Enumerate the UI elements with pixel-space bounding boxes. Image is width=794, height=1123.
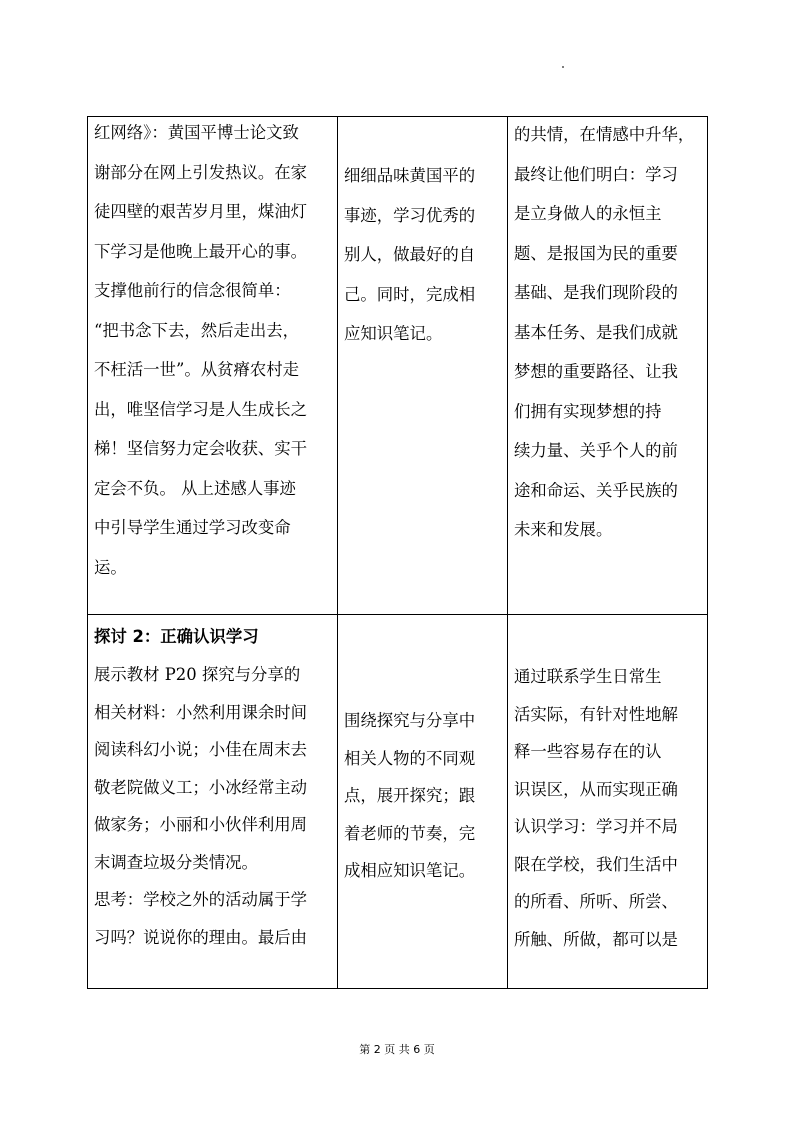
section-heading: 探讨 2：正确认识学习: [94, 627, 259, 646]
text-line: 最终让他们明白：学习: [514, 164, 678, 184]
table-row: [88, 615, 708, 989]
text-line: 细细品味黄国平的: [344, 166, 476, 185]
text-line: 成相应知识笔记。: [344, 861, 476, 880]
text-line: 末调查垃圾分类情况。: [94, 852, 258, 872]
table-cell-student: [338, 117, 508, 615]
page-footer: 第 2 页 共 6 页: [359, 1043, 435, 1056]
text-line: 下学习是他晚上最开心的事。: [94, 241, 308, 261]
text-line: 未来和发展。: [514, 520, 613, 539]
text-line: 活实际，有针对性地解: [514, 704, 678, 724]
text-line: 的共情，在情感中升华，: [514, 125, 695, 144]
text-line: “把书念下去，然后走出去，: [94, 320, 300, 340]
text-line: 做家务；小丽和小伙伴利用周: [94, 815, 308, 834]
text-line: 相关材料：小然利用课余时间: [94, 702, 308, 722]
text-line: 中引导学生通过学习改变命: [94, 518, 291, 537]
text-line: 围绕探究与分享中: [344, 711, 476, 730]
text-line: 途和命运、关乎民族的: [514, 480, 678, 500]
text-line: 是立身做人的永恒主: [514, 204, 662, 223]
text-line: 梯！坚信努力定会收获、实干: [94, 439, 308, 458]
text-line: 通过联系学生日常生: [514, 667, 662, 686]
text-line: 阅读科幻小说；小佳在周末去: [94, 740, 308, 759]
text-line: 释一些容易存在的认: [514, 742, 662, 761]
text-line: 习吗？说说你的理由。最后由: [94, 927, 308, 947]
text-line: 应知识笔记。: [344, 324, 443, 343]
text-line: 定会不负。 从上述感人事迹: [94, 478, 296, 498]
text-line: 点，展开探究；跟: [344, 786, 476, 805]
text-line: 题、是报国为民的重要: [514, 243, 678, 263]
text-line: 续力量、关乎个人的前: [514, 441, 678, 460]
text-line: 敬老院做义工；小冰经常主动: [94, 777, 308, 797]
text-line: 所触、所做，都可以是: [514, 929, 678, 949]
table-cell-activity: [88, 117, 338, 615]
text-line: 思考：学校之外的活动属于学: [94, 890, 308, 909]
text-line: 不枉活一世”。从贫瘠农村走: [94, 360, 300, 379]
table-cell-student: [338, 615, 508, 989]
table-cell-intent: [508, 117, 708, 615]
text-line: 限在学校，我们生活中: [514, 854, 678, 874]
text-line: 谢部分在网上引发热议。在家: [94, 162, 308, 182]
text-line: 支撑他前行的信念很简单：: [94, 281, 291, 300]
text-line: 的所看、所听、所尝、: [514, 892, 678, 911]
scan-dot: [562, 66, 564, 68]
text-line: 己。同时，完成相: [344, 284, 476, 304]
text-line: 出，唯坚信学习是人生成长之: [94, 399, 308, 419]
text-line: 认识学习：学习并不局: [514, 817, 678, 836]
text-line: 徒四壁的艰苦岁月里，煤油灯: [94, 202, 308, 221]
text-line: 着老师的节奏，完: [344, 823, 476, 843]
text-line: 们拥有实现梦想的持: [514, 401, 662, 421]
text-line: 相关人物的不同观: [344, 748, 476, 768]
text-line: 事迹，学习优秀的: [344, 205, 476, 225]
text-line: 运。: [94, 557, 127, 577]
text-line: 识误区，从而实现正确: [514, 779, 678, 799]
text-line: 展示教材 P20 探究与分享的: [94, 665, 301, 684]
text-line: 红网络》：黄国平博士论文致: [94, 123, 299, 142]
text-line: 基本任务、是我们成就: [514, 322, 678, 342]
table-cell-activity: [88, 615, 338, 989]
table-cell-intent: [508, 615, 708, 989]
text-line: 基础、是我们现阶段的: [514, 283, 678, 302]
lesson-plan-table: [87, 116, 708, 989]
table-row: [88, 117, 708, 615]
text-line: 别人，做最好的自: [344, 245, 476, 264]
text-line: 梦想的重要路径、让我: [514, 362, 678, 381]
